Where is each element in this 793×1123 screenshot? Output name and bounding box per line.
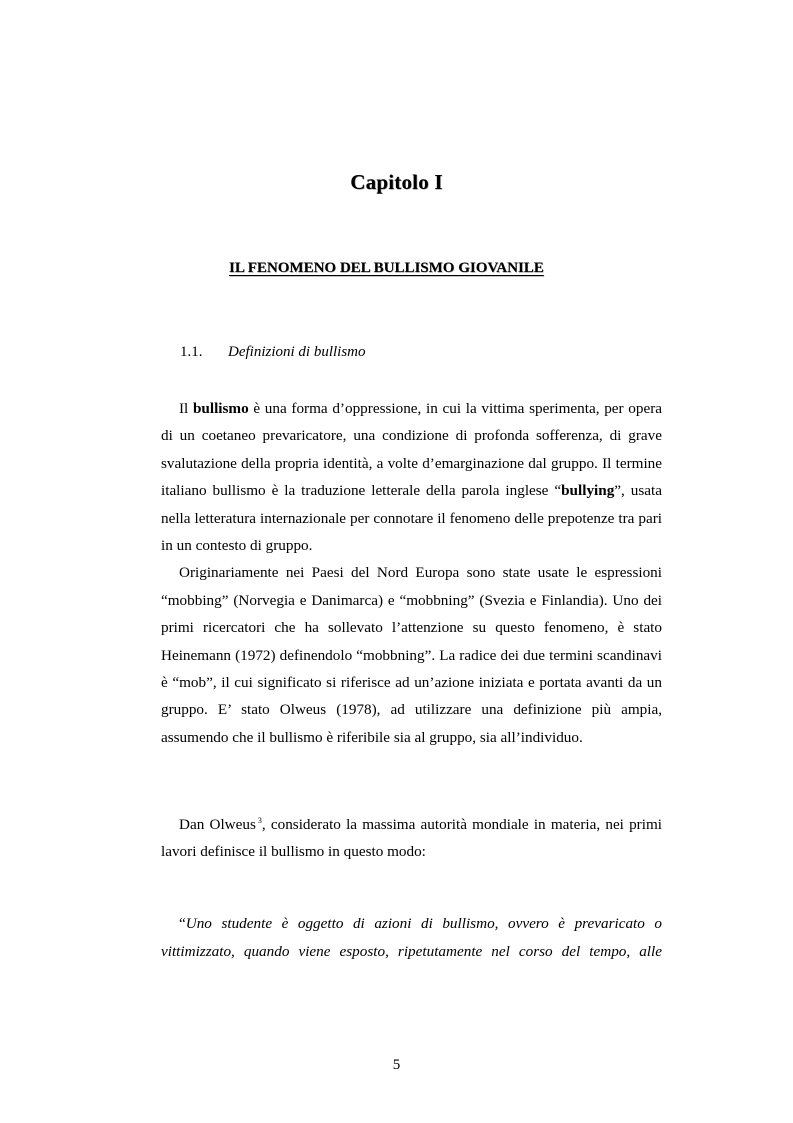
block-quote [161, 910, 662, 966]
term-bullismo: bullismo [192, 400, 249, 417]
page-number: 5 [392, 1057, 401, 1073]
paragraph-1 [161, 395, 662, 559]
footnote-marker[interactable]: 3 [257, 815, 262, 825]
subsection-number: 1.1. [180, 344, 203, 360]
term-bullying: bullying [561, 482, 615, 500]
paragraph-1-text-c: ”, usata nella letteratura internazionale per connotare il fenomeno delle prepotenze tra pari in un contesto di gruppo. [161, 482, 662, 555]
paragraph-2: Originariamente nei Paesi del Nord Europa sono state usate le espressioni “mobbing” (Norvegia e Danimarca) e “mobbning” (Svezia e Finlandia). Uno dei primi ricercatori che ha sollevato l’attenzione su questo fenomeno, è stato Heinemann (1972) definendolo “mobbning”. La radice dei due termini scandinavi è “mob”, il cui significato si riferisce ad un’azione iniziata e portata avanti da un gruppo. E’ stato Olweus (1978), ad utilizzare una definizione più ampia, assumendo che il bullismo è riferibile sia al gruppo, sia all’individuo. [161, 564, 662, 746]
body-text-block-2 [161, 811, 662, 866]
quote-text: Uno studente è oggetto di azioni di bullismo, ovvero è prevaricato o vittimizzato, quando viene esposto, ripetutamente nel corso del tempo, alle [161, 915, 662, 960]
paragraph-3-text-a: Dan Olweus [179, 816, 256, 833]
subsection-heading [180, 344, 366, 361]
paragraph-3 [161, 811, 662, 866]
chapter-title: Capitolo I [350, 170, 443, 194]
body-text-block [161, 395, 662, 751]
subsection-title: Definizioni di bullismo [228, 344, 366, 360]
section-title: IL FENOMENO DEL BULLISMO GIOVANILE [229, 260, 544, 276]
paragraph-1-text-a: Il [179, 400, 193, 417]
quote-open-mark: “ [179, 915, 186, 932]
paragraph-1-text-b: è una forma d’oppressione, in cui la vittima sperimenta, per opera di un coetaneo prevaricatore, una condizione di profonda sofferenza, di grave svalutazione della propria identità, a volte d’emarginazione dal gruppo. Il termine italiano bullismo è la traduzione letterale della parola inglese “ [161, 400, 662, 500]
paragraph-3-text-b: , considerato la massima autorità mondiale in materia, nei primi lavori definisce il bullismo in questo modo: [161, 816, 662, 861]
